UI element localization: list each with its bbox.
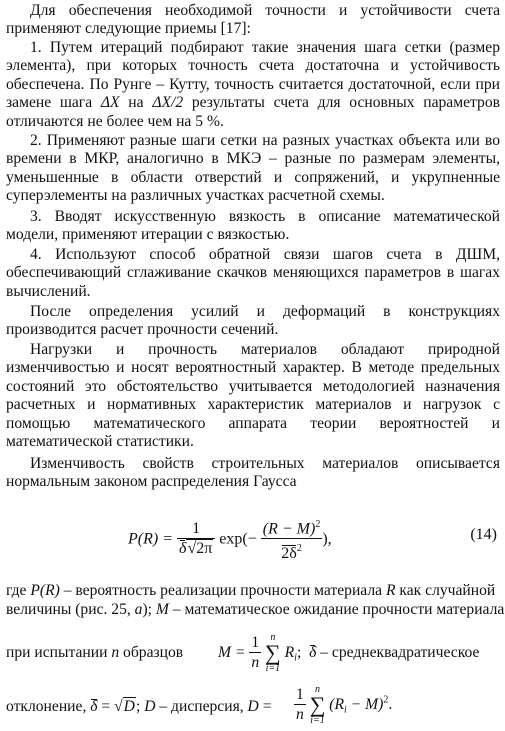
paragraph-item-4: 4. Используют способ обратной связи шагов счета в ДШМ, обеспечивающий сглаживание скачков меняющихся параметров в шагах вычислений. — [6, 246, 500, 300]
m-semicolon: ; — [296, 644, 302, 661]
d-eq-sqrt: = √ — [101, 698, 123, 715]
formula-num: 1 — [177, 520, 215, 539]
m-n-den: n — [251, 653, 260, 671]
m-sum: n ∑ i=1 — [265, 632, 281, 674]
d-eq: = — [262, 698, 272, 715]
m-text-c: – среднеквадратическое — [316, 644, 480, 661]
formula-inner-den: 2δ — [281, 544, 297, 562]
formula-open: (− — [242, 530, 257, 548]
where-d: величины (рис. 25, — [6, 601, 135, 618]
formula-delta-bar: δ — [179, 540, 187, 558]
paragraph-item-2: 2. Применяют разные шаги сетки на разных участках объекта или во времени в МКР, аналогично в МКЭ – разные по размерам элементы, уменьшенные в области отверстий и сопряжений, и укрупненные суперэлементы на различных участках расчетной схемы. — [6, 132, 500, 205]
formula-inner-num: (R − M) — [262, 520, 316, 538]
where-f: – математическое ожидание прочности материала — [168, 601, 505, 618]
item1-text-c: результаты счета для основных параметров отличаются не более чем на 5 %. — [6, 94, 500, 130]
m-frac — [249, 634, 261, 673]
paragraph-after: После определения усилий и деформаций в конструкциях производится расчет прочности сечений. — [6, 303, 500, 339]
paragraph-item-3: 3. Вводят искусственную вязкость в описание математической модели, применяют итерации с вязкостью. — [6, 208, 500, 244]
d-d: D — [123, 698, 135, 715]
m-sum-top: n — [270, 632, 276, 643]
line-d-formula — [6, 684, 500, 728]
formula-fraction — [177, 520, 215, 559]
delta-x-half: ΔX/2 — [152, 94, 184, 112]
where-c: как случайной — [395, 582, 496, 599]
line-m-formula — [6, 632, 500, 672]
paragraph-gauss: Изменчивость свойств строительных материалов описывается нормальным законом распределения Гаусса — [6, 455, 500, 491]
where-b: – вероятность реализации прочности материала — [59, 582, 386, 599]
d-sum-top: n — [315, 684, 321, 695]
m-one: 1 — [251, 633, 260, 651]
where-r: R — [385, 582, 396, 599]
where-line-1 — [6, 582, 500, 600]
d-d2: D — [144, 698, 156, 715]
item1-text-a: 1. Путем итераций подбирают такие значения шага сетки (размер элемента), при которых точность счета достаточна и устойчивость обеспечена. По Рунге – Кутту, точность считается достаточной, если при замене шага — [6, 39, 500, 112]
delta-x: ΔX — [100, 94, 120, 112]
where-pr: P(R) — [30, 582, 60, 599]
paragraph-item-1 — [6, 39, 500, 131]
formula-lhs: P(R) = — [128, 530, 173, 548]
d-expr: (R — [329, 696, 345, 713]
m-eq: M = — [218, 644, 246, 661]
formula-inner-num-sup: 2 — [315, 519, 321, 530]
d-end: . — [388, 696, 393, 713]
formula-inner-den-sup: 2 — [296, 543, 302, 555]
d-text-b: – дисперсия, — [155, 698, 248, 715]
formula-14 — [0, 506, 505, 566]
formula-exp: exp — [219, 530, 243, 548]
equation-number: (14) — [470, 526, 497, 543]
d-sup: 2 — [383, 694, 389, 706]
m-ri-sub: i — [294, 652, 297, 664]
m-ri: R — [284, 644, 295, 661]
d-expr-sub: i — [344, 704, 347, 716]
d-sum: n ∑ i=1 — [309, 684, 326, 726]
where-fig-a: а — [134, 601, 143, 618]
formula-tail: ), — [322, 530, 332, 548]
item1-text-b: на — [119, 94, 153, 112]
paragraph-intro: Для обеспечения необходимой точности и устойчивости счета применяют следующие приемы [17]: — [6, 2, 500, 38]
where-a: где — [6, 582, 31, 599]
formula-inner-fraction — [261, 516, 323, 564]
d-delta: δ — [90, 698, 98, 715]
m-text-b: образцов — [119, 644, 184, 661]
where-m: M — [155, 601, 169, 618]
m-text-a: при испытании — [6, 644, 112, 661]
d-sum-bot: i=1 — [310, 715, 325, 726]
formula-sqrt: √2π — [187, 540, 213, 558]
d-semi: ; — [135, 698, 141, 715]
m-delta: δ — [309, 644, 317, 661]
m-sum-bot: i=1 — [265, 663, 281, 674]
where-e: ); — [142, 601, 156, 618]
d-text-a: отклонение, — [6, 698, 91, 715]
d-one: 1 — [296, 685, 304, 703]
paragraph-loads: Нагрузки и прочность материалов обладают природной изменчивостью и носят вероятностный характер. В методе предельных состояний это обстоятельство учитывается методологией назначения расчетных и нормативных характеристик материалов и нагрузок с помощью математического аппарата теории вероятностей и математической статистики. — [6, 341, 500, 451]
where-line-2 — [6, 601, 505, 619]
d-expr-b: − M) — [346, 696, 384, 713]
d-n: n — [296, 705, 304, 723]
d-d3: D — [247, 698, 259, 715]
d-frac — [294, 686, 306, 725]
m-n: n — [111, 644, 120, 661]
